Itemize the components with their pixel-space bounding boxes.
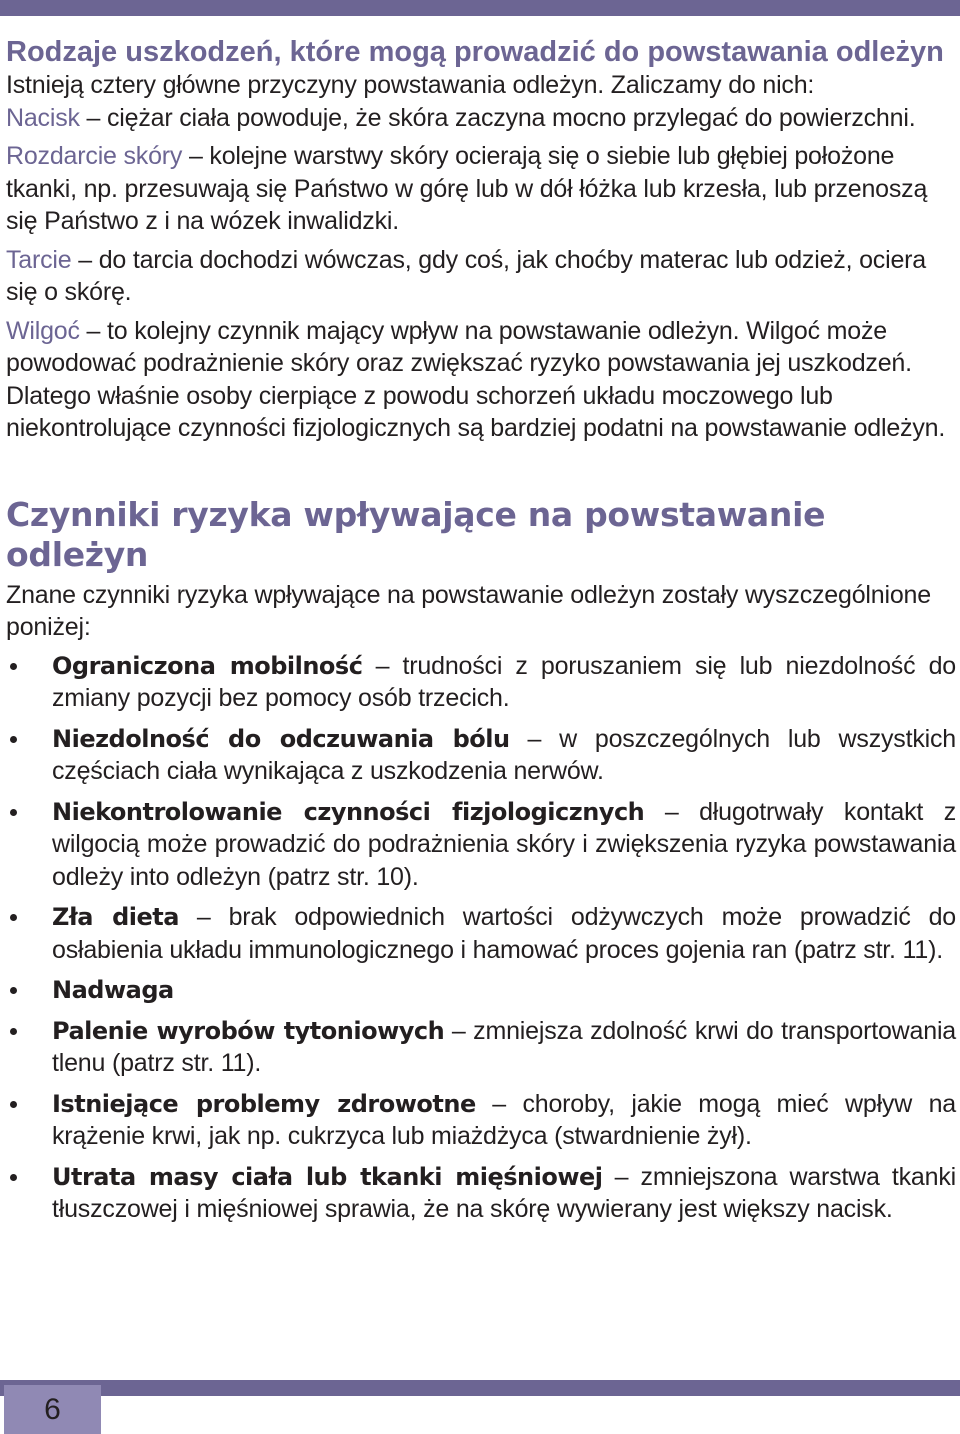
risk-term: Niezdolność do odczuwania bólu xyxy=(52,724,510,753)
cause-text: – do tarcia dochodzi wówczas, gdy coś, jak choćby materac lub odzież, ociera się o skórę. xyxy=(6,245,926,306)
list-item xyxy=(6,1161,956,1226)
cause-text: – to kolejny czynnik mający wpływ na powstawanie odleżyn. Wilgoć może powodować podrażnienie skóry oraz zwiększać ryzyko powstawania jej uszkodzeń. Dlatego właśnie osoby cierpiące z powodu schorzeń układu moczowego lub niekontrolujące czynności fizjologicznych są bardziej podatni na powstawanie odleżyn. xyxy=(6,316,946,442)
cause-text: – kolejne warstwy skóry ocierają się o siebie lub głębiej położone tkanki, np. przesuwają się Państwo w górę lub w dół łóżka lub krzesła, lub przenoszą się Państwo z i na wózek inwalidzki. xyxy=(6,142,928,235)
cause-term: Nacisk xyxy=(6,103,80,132)
cause-term: Tarcie xyxy=(6,245,72,274)
cause-friction xyxy=(6,244,956,309)
risk-text: – zmniejsza zdolność krwi do transportowania tlenu (patrz str. 11). xyxy=(52,1016,957,1077)
list-item xyxy=(6,1015,956,1080)
top-decorative-bar xyxy=(0,0,960,16)
section-title-risk-factors: Czynniki ryzyka wpływające na powstawanie odleżyn xyxy=(6,494,826,574)
list-item xyxy=(6,1088,956,1153)
cause-moisture xyxy=(6,315,956,445)
risk-term: Palenie wyrobów tytoniowych xyxy=(52,1016,445,1045)
cause-term: Rozdarcie skóry xyxy=(6,142,183,170)
bottom-decorative-bar xyxy=(0,1380,960,1396)
risk-term: Nadwaga xyxy=(52,976,174,1004)
risk-text: – choroby, jakie mogą mieć wpływ na krążenie krwi, jak np. cukrzyca lub miażdżyca (stwardnienie żył). xyxy=(52,1089,956,1150)
risk-term: Istniejące problemy zdrowotne xyxy=(52,1089,476,1118)
risk-text: – brak odpowiednich wartości odżywczych może prowadzić do osłabienia układu immunologicznego i hamować proces gojenia ran (patrz str. 11). xyxy=(52,903,956,964)
list-item xyxy=(6,974,956,1007)
cause-text: – ciężar ciała powoduje, że skóra zaczyna mocno przylegać do powierzchni. xyxy=(79,103,916,132)
page-number: 6 xyxy=(4,1385,101,1434)
list-item xyxy=(6,796,956,894)
risk-text: – zmniejszona warstwa tkanki tłuszczowej i mięśniowej sprawia, że na skórę wywierany jest większy nacisk. xyxy=(52,1162,956,1223)
risk-factor-list xyxy=(6,650,956,1226)
risk-term: Niekontrolowanie czynności fizjologicznych xyxy=(52,797,645,826)
risk-text: – długotrwały kontakt z wilgocią może prowadzić do podrażnienia skóry i zwiększenia ryzyka powstawania odleży into odleżyn (patrz str. 10). xyxy=(52,797,957,891)
list-item xyxy=(6,650,956,715)
list-item xyxy=(6,901,956,966)
page-content xyxy=(6,36,956,1226)
section-intro: Znane czynniki ryzyka wpływające na powstawanie odleżyn zostały wyszczególnione poniżej: xyxy=(6,580,931,641)
list-item xyxy=(6,723,956,788)
cause-pressure xyxy=(6,102,956,135)
risk-text: – trudności z poruszaniem się lub niezdolność do zmiany pozycji bez pomocy osób trzecich. xyxy=(52,651,956,712)
risk-term: Zła dieta xyxy=(52,903,179,931)
cause-term: Wilgoć xyxy=(6,316,80,345)
risk-text: – w poszczególnych lub wszystkich częściach ciała wynikająca z uszkodzenia nerwów. xyxy=(52,724,956,785)
risk-term: Ograniczona mobilność xyxy=(52,651,363,680)
section-intro: Istnieją cztery główne przyczyny powstawania odleżyn. Zaliczamy do nich: xyxy=(6,71,815,99)
risk-term: Utrata masy ciała lub tkanki mięśniowej xyxy=(52,1162,603,1191)
section-title-damage-types: Rodzaje uszkodzeń, które mogą prowadzić do powstawania odleżyn xyxy=(6,36,944,68)
cause-skin-tear xyxy=(6,140,956,238)
